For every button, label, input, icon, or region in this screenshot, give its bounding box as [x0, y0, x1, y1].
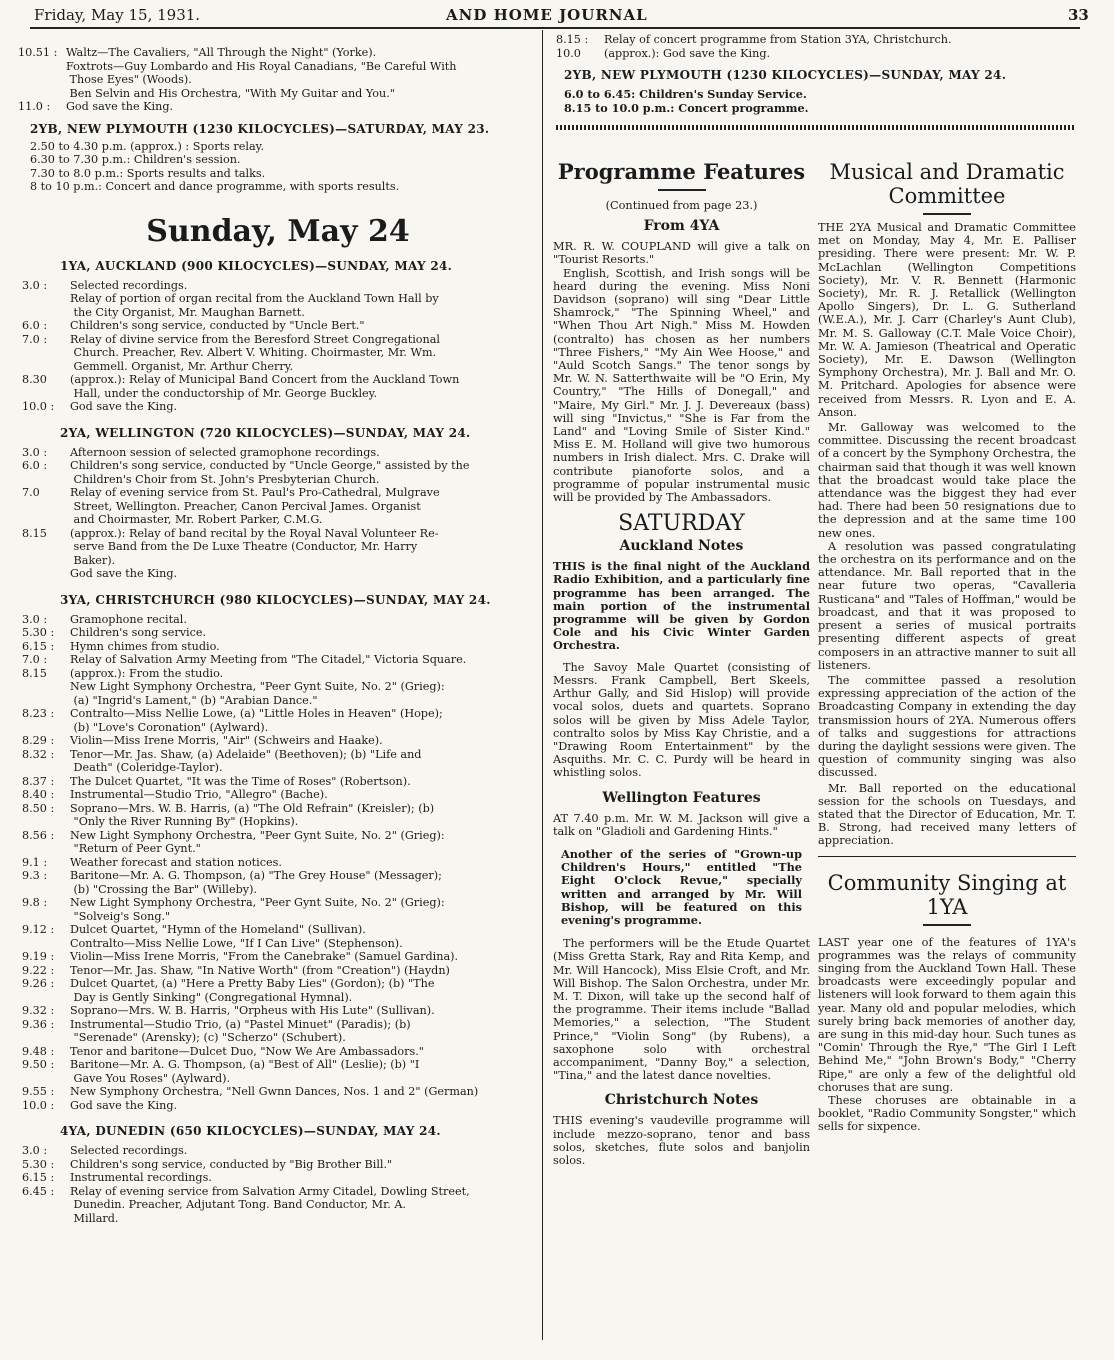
programme-line	[22, 567, 538, 581]
programme-text: Dunedin. Preacher, Adjutant Tong. Band Conductor, Mr. A.	[70, 1198, 406, 1211]
programme-line	[22, 829, 538, 843]
column-divider	[542, 30, 543, 1340]
station-programme	[18, 446, 538, 581]
section-rule	[818, 856, 1076, 857]
programme-line	[556, 33, 1076, 47]
time-label: 10.0	[556, 46, 581, 60]
christchurch-notes-heading: Christchurch Notes	[604, 1092, 759, 1109]
time-label: 7.0 :	[22, 332, 48, 346]
programme-text: New Symphony Orchestra, "Nell Gwnn Dances, Nos. 1 and 2" (German)	[70, 1085, 479, 1098]
station-programme	[18, 613, 538, 1113]
heading-rule	[923, 924, 971, 926]
committee-meeting-paragraph: THE 2YA Musical and Dramatic Committee met on Monday, May 4, Mr. E. Palliser presiding. There were present: Mr. W. P. McLachlan (Wellington Competitions Society), Mr. V. R. Bennett (Harmonic Society), Mr. R. J. Retallick (Wellington Apollo Singers), Dr. L. G. Sutherland (W.E.A.), Mr. J. Carr (Charley's Aunt Club), Mr. M. S. Galloway (C.T. Male Voice Choir), Mr. W. A. Jamieson (Theatrical and Operatic Society), Mr. E. Dawson (Wellington Symphony Orchestra), Mr. J. Ball and Mr. O. M. Pritchard. Apologies for absence were received from Messrs. R. Lyon and E. A. Anson.	[818, 221, 1076, 419]
time-label: 9.50 :	[22, 1058, 55, 1071]
programme-text: Children's song service, conducted by "Uncle Bert."	[70, 319, 365, 332]
programme-text: Relay of concert programme from Station 3YA, Christchurch.	[604, 33, 952, 46]
programme-line	[22, 1185, 538, 1199]
programme-text: (b) "Love's Coronation" (Aylward).	[70, 720, 269, 734]
dotted-rule	[556, 125, 1076, 130]
programme-text: Selected recordings.	[70, 1144, 188, 1157]
programme-text: Weather forecast and station notices.	[70, 855, 282, 869]
time-label: 9.19 :	[22, 950, 55, 963]
programme-text: Relay of evening service from Salvation Army Citadel, Dowling Street,	[70, 1184, 470, 1198]
programme-line: 8.15 to 10.0 p.m.: Concert programme.	[564, 100, 809, 115]
committee-heading: Musical and Dramatic Committee	[829, 160, 1065, 208]
programme-line	[22, 279, 538, 293]
programme-text: Violin—Miss Irene Morris, "From the Canebrake" (Samuel Gardina).	[70, 950, 459, 963]
time-label: 9.36 :	[22, 1017, 55, 1031]
station-title-2yb-sat: 2YB, NEW PLYMOUTH (1230 KILOCYCLES)—SATURDAY, MAY 23.	[30, 121, 490, 136]
saturday-late-programme	[18, 46, 538, 114]
sunday-stations	[18, 259, 538, 1226]
programme-line	[22, 1031, 538, 1045]
programme-line	[22, 373, 538, 387]
programme-text: "Return of Peer Gynt."	[70, 842, 201, 855]
programme-text: Children's song service.	[70, 626, 207, 639]
time-label: 9.1 :	[22, 855, 48, 869]
programme-line	[22, 1045, 538, 1059]
programme-line	[22, 527, 538, 541]
programme-line	[22, 333, 538, 347]
programme-text: Relay of portion of organ recital from the Auckland Town Hall by	[70, 292, 439, 305]
programme-text: Hymn chimes from studio.	[70, 639, 220, 653]
committee-resolution-paragraph: A resolution was passed congratulating the orchestra on its performance and on the attendance. Mr. Ball reported that in the near future two operas, "Cavalleria Rusticana" and "Tales of Hoffman," would be broadcast, and that it was proposed to present a series of musical portraits presenting different aspects of great composers in an attractive manner to suit all listeners.	[818, 539, 1076, 672]
programme-text: New Light Symphony Orchestra, "Peer Gynt Suite, No. 2" (Grieg):	[70, 828, 445, 842]
programme-line: 6.0 to 6.45: Children's Sunday Service.	[564, 87, 807, 101]
wellington-revue: Another of the series of "Grown-up Children's Hours," entitled "The Eight O'clock Revue," specially written and arranged by Mr. Will Bishop, will be featured on this evening's programme.	[561, 846, 802, 927]
2yb-saturday-lines	[18, 140, 538, 194]
programme-text: Baker).	[70, 553, 116, 567]
programme-text: Afternoon session of selected gramophone recordings.	[70, 445, 380, 459]
programme-line	[22, 1144, 538, 1158]
time-label: 9.12 :	[22, 923, 55, 936]
programme-line	[22, 1171, 538, 1185]
programme-text: Relay of Salvation Army Meeting from "The Citadel," Victoria Square.	[70, 653, 467, 666]
programme-text: (approx.): God save the King.	[604, 46, 771, 60]
programme-line	[22, 869, 538, 883]
programme-text: God save the King.	[70, 567, 178, 580]
programme-text: Gramophone recital.	[70, 612, 187, 626]
programme-line	[22, 1058, 538, 1072]
programme-line	[22, 653, 538, 667]
time-label: 6.0 :	[22, 319, 48, 332]
programme-text: Contralto—Miss Nellie Lowe, (a) "Little Holes in Heaven" (Hope);	[70, 707, 443, 720]
programme-line	[18, 60, 538, 74]
programme-text: Children's Choir from St. John's Presbyterian Church.	[70, 472, 380, 486]
programme-line	[22, 680, 538, 694]
programme-line	[22, 1004, 538, 1018]
time-label: 8.15 :	[556, 33, 589, 46]
time-label: 8.23 :	[22, 707, 55, 720]
4ya-songs-paragraph: English, Scottish, and Irish songs will be heard during the evening. Miss Noni Davidson (soprano) will sing "Dear Little Shamrock," "The Spinning Wheel," and "When Thou Art Nigh." Miss M. Howden (contralto) has chosen as her numbers "Three Fishers," "My Ain Wee Hoose," and "Auld Scotch Sangs." The tenor songs by Mr. W. N. Satterthwaite will be "O Erin, My Country," "The Hills of Donegall," and "Maire, My Girl." Mr. J. J. Devereaux (bass) will sing "Invictus," "She is Far from the Land" and "Loving Smile of Sister Kind." Miss E. M. Holland will give two humorous numbers in Irish dialect. Mrs. C. Drake will contribute pianoforte solos, and a programme of popular instrumental music will be provided by The Ambassadors.	[553, 266, 810, 505]
programme-line	[22, 540, 538, 554]
committee-schools-paragraph: Mr. Ball reported on the educational session for the schools on Tuesdays, and stated that the Director of Education, Mr. T. B. Strong, had received many letters of appreciation.	[818, 781, 1076, 848]
time-label: 3.0 :	[22, 612, 48, 626]
programme-line	[22, 964, 538, 978]
committee-column	[818, 160, 1076, 1134]
programme-line	[22, 977, 538, 991]
programme-text: Church. Preacher, Rev. Albert V. Whiting. Choirmaster, Mr. Wm.	[70, 346, 437, 359]
time-label: 8.30	[22, 373, 47, 386]
header-rule	[30, 27, 1080, 29]
time-label: 5.30 :	[22, 1157, 55, 1171]
programme-text: Tenor—Mr. Jas. Shaw, (a) Adelaide" (Beethoven); (b) "Life and	[70, 747, 422, 761]
time-label: 6.15 :	[22, 1171, 55, 1184]
time-label: 6.45 :	[22, 1184, 55, 1198]
heading-rule	[923, 213, 971, 215]
time-label: 8.56 :	[22, 828, 55, 842]
programme-line	[22, 694, 538, 708]
wellington-talk: AT 7.40 p.m. Mr. W. M. Jackson will give a talk on "Gladioli and Gardening Hints."	[553, 811, 810, 838]
programme-line	[18, 87, 538, 101]
station-title: 3YA, CHRISTCHURCH (980 KILOCYCLES)—SUNDAY, MAY 24.	[60, 592, 491, 607]
programme-text: Soprano—Mrs. W. B. Harris, (a) "The Old Refrain" (Kreisler); (b)	[70, 801, 435, 815]
programme-line	[22, 640, 538, 654]
time-label: 7.0	[22, 486, 40, 499]
programme-line	[22, 802, 538, 816]
time-label: 10.51 :	[18, 46, 58, 59]
programme-line	[556, 47, 1076, 61]
saturday-heading: SATURDAY	[618, 511, 745, 537]
station-programme	[18, 279, 538, 414]
programme-text: Dulcet Quartet, (a) "Here a Pretty Baby Lies" (Gordon); (b) "The	[70, 977, 435, 990]
programme-line	[22, 626, 538, 640]
programme-line	[22, 500, 538, 514]
programme-line	[22, 950, 538, 964]
programme-line	[22, 748, 538, 762]
programme-text: God save the King.	[70, 400, 178, 413]
programme-line	[22, 991, 538, 1005]
programme-text: Baritone—Mr. A. G. Thompson, (a) "Best of All" (Leslie); (b) "I	[70, 1058, 420, 1071]
programme-line	[22, 306, 538, 320]
time-label: 9.26 :	[22, 977, 55, 990]
programme-text: Tenor—Mr. Jas. Shaw, "In Native Worth" (from "Creation") (Haydn)	[70, 963, 450, 977]
station-title: 1YA, AUCKLAND (900 KILOCYCLES)—SUNDAY, MAY 24.	[60, 258, 453, 273]
programme-text: Instrumental—Studio Trio, (a) "Pastel Minuet" (Paradis); (b)	[70, 1017, 411, 1031]
station-title: 4YA, DUNEDIN (650 KILOCYCLES)—SUNDAY, MAY 24.	[60, 1124, 441, 1138]
programme-line	[22, 707, 538, 721]
time-label: 8.50 :	[22, 801, 55, 815]
time-label: 10.0 :	[22, 1098, 55, 1112]
programme-text: New Light Symphony Orchestra, "Peer Gynt Suite, No. 2" (Grieg):	[70, 896, 445, 909]
programme-text: God save the King.	[66, 100, 174, 113]
programme-text: the City Organist, Mr. Maughan Barnett.	[70, 305, 305, 319]
programme-line	[22, 459, 538, 473]
programme-line	[22, 486, 538, 500]
sunday-heading: Sunday, May 24	[146, 213, 410, 249]
programme-line	[22, 734, 538, 748]
programme-text: Gave You Roses" (Aylward).	[70, 1071, 231, 1085]
programme-text: Children's song service, conducted by "Uncle George," assisted by the	[70, 459, 470, 472]
programme-text: (approx.): Relay of Municipal Band Concert from the Auckland Town	[70, 373, 460, 386]
programme-line	[18, 100, 538, 114]
programme-text: Dulcet Quartet, "Hymn of the Homeland" (Sullivan).	[70, 923, 366, 936]
time-label: 8.37 :	[22, 774, 55, 788]
auckland-intro: THIS is the final night of the Auckland Radio Exhibition, and a particularly fine programme has been arranged. The main portion of the instrumental programme will be given by Gordon Cole and his Civic Winter Garden Orchestra.	[553, 559, 810, 653]
time-label: 3.0 :	[22, 445, 48, 459]
programme-text: Day is Gently Sinking" (Congregational Hymnal).	[70, 990, 353, 1004]
header-title: AND HOME JOURNAL	[446, 6, 648, 24]
programme-text: Instrumental recordings.	[70, 1171, 212, 1184]
programme-text: New Light Symphony Orchestra, "Peer Gynt Suite, No. 2" (Grieg):	[70, 680, 445, 693]
auckland-details: The Savoy Male Quartet (consisting of Messrs. Frank Campbell, Bert Skeels, Arthur Gally, and Sid Hislop) will provide vocal solos, duets and quartets. Soprano solos will be given by Miss Adele Taylor, contralto solos by Miss Kay Christie, and a "Drawing Room Entertainment" by the Asquiths. Mr. C. C. Purdy will be heard in whistling solos.	[553, 660, 810, 780]
programme-line	[22, 446, 538, 460]
programme-text: Hall, under the conductorship of Mr. George Buckley.	[70, 386, 378, 400]
programme-text: Death" (Coleridge-Taylor).	[70, 761, 223, 774]
programme-features-column	[553, 160, 810, 1167]
time-label: 6.0 :	[22, 459, 48, 472]
christchurch-vaudeville: THIS evening's vaudeville programme will include mezzo-soprano, tenor and bass solos, sketches, flute solos and banjolin solos.	[553, 1114, 810, 1167]
time-label: 3.0 :	[22, 1144, 48, 1157]
programme-line	[22, 856, 538, 870]
programme-line	[22, 613, 538, 627]
programme-line	[22, 788, 538, 802]
4ya-talk-paragraph: MR. R. W. COUPLAND will give a talk on "Tourist Resorts."	[553, 240, 810, 267]
programme-text: Foxtrots—Guy Lombardo and His Royal Canadians, "Be Careful With	[66, 59, 457, 73]
time-label: 8.29 :	[22, 734, 55, 747]
time-label: 3.0 :	[22, 278, 48, 292]
programme-line: 7.30 to 8.0 p.m.: Sports results and talks.	[30, 166, 266, 180]
programme-line	[18, 46, 538, 60]
programme-line	[22, 667, 538, 681]
time-label: 11.0 :	[18, 100, 51, 113]
time-label: 8.40 :	[22, 788, 55, 801]
programme-line	[22, 1018, 538, 1032]
programme-text: "Solveig's Song."	[70, 909, 171, 923]
programme-line: 6.30 to 7.30 p.m.: Children's session.	[30, 153, 241, 166]
continued-note: (Continued from page 23.)	[605, 199, 758, 212]
programme-line	[22, 1072, 538, 1086]
left-column	[18, 46, 538, 1225]
programme-line: 2.50 to 4.30 p.m. (approx.) : Sports relay.	[30, 139, 265, 153]
time-label: 10.0 :	[22, 400, 55, 413]
programme-text: Contralto—Miss Nellie Lowe, "If I Can Live" (Stephenson).	[70, 936, 403, 950]
programme-line	[22, 721, 538, 735]
programme-text: serve Band from the De Luxe Theatre (Conductor, Mr. Harry	[70, 540, 418, 553]
time-label: 7.0 :	[22, 653, 48, 666]
programme-text: Street, Wellington. Preacher, Canon Percival James. Organist	[70, 499, 421, 513]
time-label: 6.15 :	[22, 639, 55, 653]
programme-line	[22, 473, 538, 487]
time-label: 8.15	[22, 526, 47, 540]
programme-line	[22, 937, 538, 951]
programme-text: Relay of divine service from the Beresford Street Congregational	[70, 332, 440, 346]
programme-line	[22, 896, 538, 910]
programme-line	[22, 1198, 538, 1212]
community-singing-paragraph: LAST year one of the features of 1YA's programmes was the relays of community singing from the Auckland Town Hall. These broadcasts were exceedingly popular and listeners will look forward to them again this year. Many old and popular melodies, which surely bring back memories of another day, are sung in this mid-day hour. Such tunes as "Comin' Through the Rye," "The Girl I Left Behind Me," "John Brown's Body," "Cherry Ripe," are only a few of the delightful old choruses that are sung.	[818, 935, 1076, 1094]
time-label: 9.32 :	[22, 1004, 55, 1017]
programme-text: Children's song service, conducted by "Big Brother Bill."	[70, 1157, 393, 1171]
programme-text: Relay of evening service from St. Paul's Pro-Cathedral, Mulgrave	[70, 486, 440, 499]
programme-line	[22, 815, 538, 829]
programme-features-heading: Programme Features	[557, 159, 806, 184]
programme-text: God save the King.	[70, 1098, 178, 1112]
header-date: Friday, May 15, 1931.	[34, 6, 201, 24]
programme-text: (approx.): From the studio.	[70, 666, 224, 680]
programme-text: "Only the River Running By" (Hopkins).	[70, 815, 299, 828]
time-label: 9.55 :	[22, 1085, 55, 1098]
right-top	[556, 33, 1076, 130]
station-programme	[18, 1144, 538, 1225]
from-4ya-heading: From 4YA	[643, 218, 720, 235]
committee-galloway-paragraph: Mr. Galloway was welcomed to the committee. Discussing the recent broadcast of a concert by the Symphony Orchestra, the chairman said that though it was well known that the broadcast would take place the attendance was the biggest they had ever had. There had been 50 resignations due to the depression and at the same time 100 new ones.	[818, 421, 1076, 540]
time-label: 9.3 :	[22, 869, 48, 882]
station-title: 2YA, WELLINGTON (720 KILOCYCLES)—SUNDAY, MAY 24.	[60, 425, 471, 440]
programme-line	[22, 400, 538, 414]
programme-text: "Serenade" (Arensky); (c) "Scherzo" (Schubert).	[70, 1031, 346, 1044]
heading-rule	[658, 189, 706, 191]
programme-line	[18, 73, 538, 87]
time-label: 9.22 :	[22, 963, 55, 977]
programme-line	[22, 1099, 538, 1113]
wellington-features-heading: Wellington Features	[602, 789, 761, 806]
programme-text: (approx.): Relay of band recital by the Royal Naval Volunteer Re-	[70, 526, 439, 540]
programme-text: (b) "Crossing the Bar" (Willeby).	[70, 882, 258, 896]
songster-paragraph: These choruses are obtainable in a booklet, "Radio Community Songster," which sells for sixpence.	[818, 1093, 1076, 1134]
station-title-2yb-sun: 2YB, NEW PLYMOUTH (1230 KILOCYCLES)—SUNDAY, MAY 24.	[564, 68, 1007, 82]
programme-text: Soprano—Mrs. W. B. Harris, "Orpheus with His Lute" (Sullivan).	[70, 1004, 435, 1017]
time-label: 5.30 :	[22, 626, 55, 639]
programme-text: Baritone—Mr. A. G. Thompson, (a) "The Grey House" (Messager);	[70, 869, 442, 882]
programme-line	[22, 1212, 538, 1226]
committee-appreciation-paragraph: The committee passed a resolution expressing appreciation of the action of the Broadcasting Company in extending the day transmission hours of 2YA. Numerous offers of talks and suggestions for attractions during the daylight sessions were given. The question of community singing was also discussed.	[818, 673, 1076, 780]
programme-text: Gemmell. Organist, Mr. Arthur Cherry.	[70, 359, 294, 373]
programme-text: Selected recordings.	[70, 278, 188, 292]
programme-line	[22, 292, 538, 306]
programme-text: Ben Selvin and His Orchestra, "With My Guitar and You."	[66, 86, 395, 100]
time-label: 9.48 :	[22, 1044, 55, 1058]
programme-line	[22, 387, 538, 401]
programme-text: The Dulcet Quartet, "It was the Time of Roses" (Robertson).	[70, 774, 411, 788]
programme-text: and Choirmaster, Mr. Robert Parker, C.M.G.	[70, 513, 323, 526]
programme-line: 8 to 10 p.m.: Concert and dance programme, with sports results.	[30, 180, 400, 193]
programme-line	[22, 554, 538, 568]
programme-line	[22, 842, 538, 856]
time-label: 8.15	[22, 666, 47, 680]
wellington-performers: The performers will be the Etude Quartet (Miss Gretta Stark, Ray and Rita Kemp, and Mr. Will Hancock), Miss Elsie Croft, and Mr. Will Bishop. The Salon Orchestra, under Mr. M. T. Dixon, will take up the second half of the programme. Their items include "Ballad Memories," a selection, "The Student Prince," "Violin Song" (by Rubens), a saxophone solo with orchestral accompaniment, "Danny Boy," a selection, "Tina," and the latest dance novelties.	[553, 937, 810, 1083]
programme-text: Tenor and baritone—Dulcet Duo, "Now We Are Ambassadors."	[70, 1044, 424, 1058]
time-label: 9.8 :	[22, 896, 48, 909]
programme-line	[22, 910, 538, 924]
page-number: 33	[1068, 6, 1089, 24]
programme-line	[22, 775, 538, 789]
auckland-notes-heading: Auckland Notes	[619, 538, 744, 555]
2yb-sunday-lines	[556, 88, 1076, 115]
programme-line	[22, 761, 538, 775]
programme-line	[22, 346, 538, 360]
time-label: 8.32 :	[22, 747, 55, 761]
programme-line	[22, 883, 538, 897]
programme-text: (a) "Ingrid's Lament," (b) "Arabian Dance."	[70, 693, 318, 707]
programme-text: Millard.	[70, 1211, 119, 1225]
programme-line	[22, 1085, 538, 1099]
programme-text: Violin—Miss Irene Morris, "Air" (Schweirs and Haake).	[70, 734, 383, 747]
programme-line	[22, 513, 538, 527]
programme-line	[22, 1158, 538, 1172]
programme-text: Instrumental—Studio Trio, "Allegro" (Bache).	[70, 788, 328, 801]
3ya-relay-lines	[556, 33, 1076, 60]
programme-text: Those Eyes" (Woods).	[66, 73, 192, 86]
community-singing-heading: Community Singing at 1YA	[827, 870, 1067, 919]
programme-line	[22, 360, 538, 374]
programme-text: Waltz—The Cavaliers, "All Through the Night" (Yorke).	[66, 46, 377, 59]
programme-line	[22, 319, 538, 333]
programme-line	[22, 923, 538, 937]
